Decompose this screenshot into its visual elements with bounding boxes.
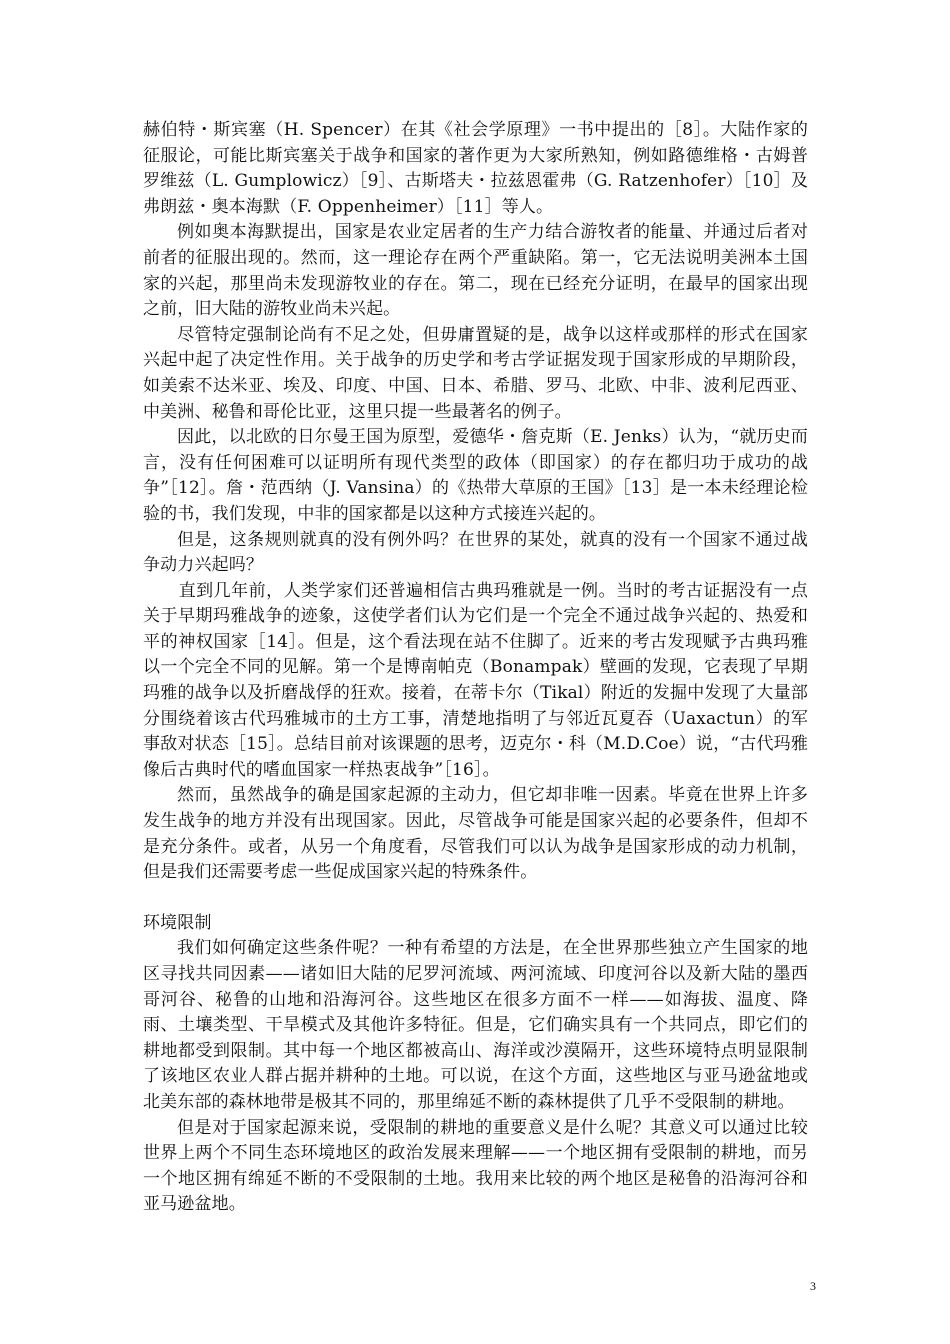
page-number: 3 (810, 1279, 816, 1293)
paragraph-warfare-role: 尽管特定强制论尚有不足之处，但毋庸置疑的是，战争以这样或那样的形式在国家兴起中起了决定性作用。关于战争的历史学和考古学证据发现于国家形成的早期阶段，如美索不达米亚、埃及、印度、中国、日本、希腊、罗马、北欧、中非、波利尼西亚、中美洲、秘鲁和哥伦比亚，这里只提一些最著名的例子。 (143, 324, 808, 422)
paragraph-conquest-theory-continued: 赫伯特・斯宾塞（H. Spencer）在其《社会学原理》一书中提出的［8］。大陆作家的征服论，可能比斯宾塞关于战争和国家的著作更为大家所熟知，例如路德维格・古姆普罗维兹（L. Gumplowicz）［9］、古斯塔夫・拉兹恩霍弗（G. Ratzenhofer）［10］及弗朗兹・奥本海默（F. Oppenheimer）［11］等人。 (143, 120, 808, 217)
paragraph-peru-amazon-comparison: 但是对于国家起源来说，受限制的耕地的重要意义是什么呢？其意义可以通过比较世界上两个不同生态环境地区的政治发展来理解——一个地区拥有受限制的耕地，而另一个地区拥有绵延不断的不受限制的土地。我用来比较的两个地区是秘鲁的沿海河谷和亚马逊盆地。 (143, 1117, 808, 1215)
paragraph-exception-question: 但是，这条规则就真的没有例外吗？在世界的某处，就真的没有一个国家不通过战争动力兴起吗？ (143, 529, 808, 576)
paragraph-oppenheimer: 例如奥本海默提出，国家是农业定居者的生产力结合游牧者的能量、并通过后者对前者的征服出现的。然而，这一理论存在两个严重缺陷。第一，它无法说明美洲本土国家的兴起，那里尚未发现游牧业的存在。第二，现在已经充分证明，在最早的国家出现之前，旧大陆的游牧业尚未兴起。 (143, 222, 808, 320)
paragraph-circumscribed-land: 我们如何确定这些条件呢？一种有希望的方法是，在全世界那些独立产生国家的地区寻找共同因素——诸如旧大陆的尼罗河流域、两河流域、印度河谷以及新大陆的墨西哥河谷、秘鲁的山地和沿海河谷。这些地区在很多方面不一样——如海拔、温度、降雨、土壤类型、干旱模式及其他许多特征。但是，它们确实具有一个共同点，即它们的耕地都受到限制。其中每一个地区都被高山、海洋或沙漠隔开，这些环境特点明显限制了该地区农业人群占据并耕种的土地。可以说，在这个方面，这些地区与亚马逊盆地或北美东部的森林地带是极其不同的，那里绵延不断的森林提供了几乎不受限制的耕地。 (143, 938, 808, 1112)
paragraph-jenks-vansina: 因此，以北欧的日尔曼王国为原型，爱德华・詹克斯（E. Jenks）认为，“就历史而言，没有任何困难可以证明所有现代类型的政体（即国家）的存在都归功于成功的战争”［12］。詹・范西纳（J. Vansina）的《热带大草原的王国》［13］是一本未经理论检验的书，我们发现，中非的国家都是以这种方式接连兴起的。 (143, 427, 808, 524)
paragraph-classic-maya: 直到几年前，人类学家们还普遍相信古典玛雅就是一例。当时的考古证据没有一点关于早期玛雅战争的迹象，这使学者们认为它们是一个完全不通过战争兴起的、热爱和平的神权国家［14］。但是，这个看法现在站不住脚了。近来的考古发现赋予古典玛雅以一个完全不同的见解。第一个是博南帕克（Bonampak）壁画的发现，它表现了早期玛雅的战争以及折磨战俘的狂欢。接着，在蒂卡尔（Tikal）附近的发掘中发现了大量部分围绕着该古代玛雅城市的土方工事，清楚地指明了与邻近瓦夏吞（Uaxactun）的军事敌对状态［15］。总结目前对该课题的思考，迈克尔・科（M.D.Coe）说，“古代玛雅像后古典时代的嗜血国家一样热衷战争”［16］。 (143, 580, 808, 780)
paragraph-war-not-sufficient: 然而，虽然战争的确是国家起源的主动力，但它却非唯一因素。毕竟在世界上许多发生战争的地方并没有出现国家。因此，尽管战争可能是国家兴起的必要条件，但却不是充分条件。或者，从另一个角度看，尽管我们可以认为战争是国家形成的动力机制，但是我们还需要考虑一些促成国家兴起的特殊条件。 (143, 785, 808, 883)
document-body (143, 118, 808, 1218)
section-heading: 环境限制 (143, 912, 212, 933)
